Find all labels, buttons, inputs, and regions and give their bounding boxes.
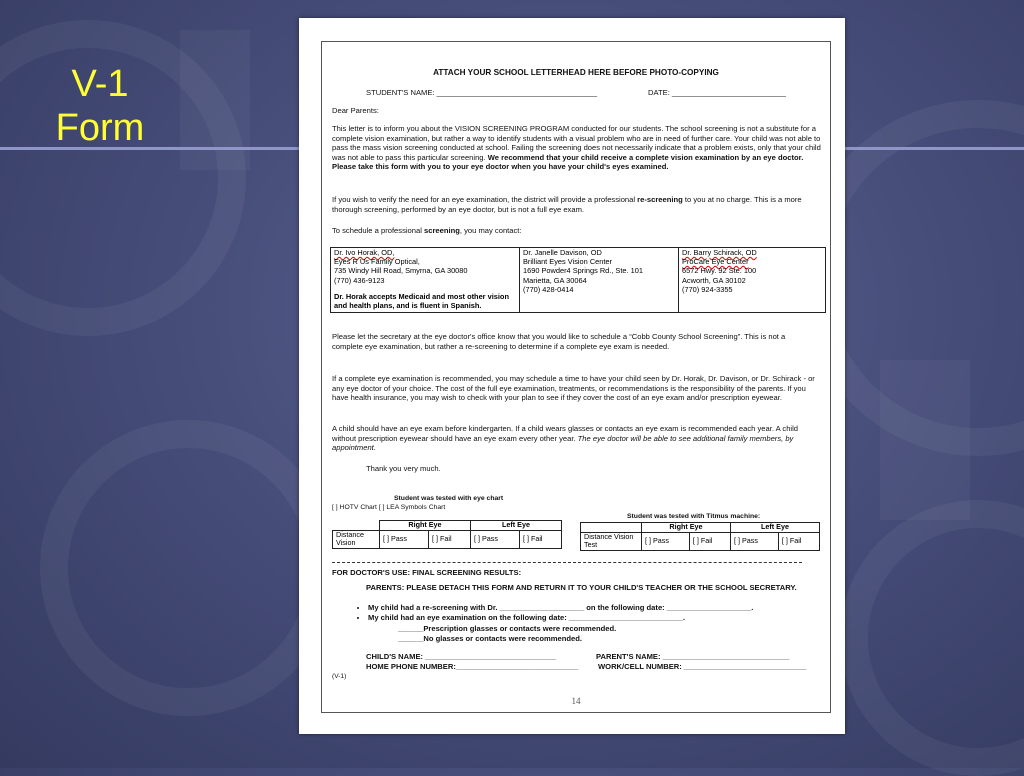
- right-pass-checkbox[interactable]: [ ] Pass: [380, 530, 429, 548]
- doctor-use-heading: FOR DOCTOR'S USE: FINAL SCREENING RESULTS:: [332, 568, 522, 577]
- doctor-name: Dr. Janelle Davison, OD: [523, 248, 602, 257]
- contact-intro-end: , you may contact:: [459, 226, 522, 235]
- eye-chart-title: Student was tested with eye chart: [394, 495, 504, 502]
- results-list: [356, 603, 826, 622]
- exam-cost-paragraph: If a complete eye examination is recommended, you may schedule a time to have your child seen by Dr. Horak, Dr. Davison, or Dr. Schirack - or any eye doctor of your choice. The cost of the full eye examination, treatments, or recommendations is the responsibility of the parents. If you have health insurance, you may wish to check with your plan to see if they cover the cost of an eye exam and/or prescription eyewear.: [332, 374, 815, 403]
- doctor-address: 735 Windy Hill Road, Smyrna, GA 30080: [334, 266, 468, 276]
- exam-frequency-paragraph: [332, 424, 824, 453]
- exam-frequency-text: A child should have an eye exam before kindergarten. If a child wears glasses or contacts an eye exam is recommended each year. A child without prescription eyewear should have an eye exam every other year.: [332, 424, 799, 443]
- right-fail-checkbox[interactable]: [ ] Fail: [689, 532, 730, 550]
- date-field: DATE: ___________________________: [648, 88, 786, 97]
- eye-chart-results-table: [332, 520, 562, 549]
- work-phone-field: WORK/CELL NUMBER: _____________________________: [598, 662, 807, 671]
- distance-vision-test-label: Distance Vision Test: [581, 532, 642, 550]
- background-circle-bottom-right: [840, 500, 1024, 776]
- doctor-name: Dr. Barry Schirack, OD: [682, 248, 757, 257]
- page-number: 14: [571, 696, 581, 706]
- left-eye-header: Left Eye: [730, 523, 819, 533]
- slide-title-line: Form: [55, 107, 145, 149]
- titmus-title: Student was tested with Titmus machine:: [627, 513, 761, 520]
- student-name-field: STUDENT'S NAME: ______________________________________: [366, 88, 598, 97]
- doctor-practice: Brilliant Eyes Vision Center: [523, 257, 613, 267]
- form-frame: [321, 41, 831, 713]
- rescreening-result-item: • My child had a re-screening with Dr. ____________________ on the following date: ____________________.: [368, 603, 826, 613]
- intro-paragraph: [332, 124, 822, 172]
- titmus-results-table: [580, 522, 820, 551]
- recommendation-text: We recommend that your child receive a complete vision examination by an eye doctor. Please take this form with you to your eye doctor when you have your child's eyes examined.: [332, 152, 804, 172]
- right-eye-header: Right Eye: [642, 523, 731, 533]
- slide-title: [40, 62, 160, 150]
- right-fail-checkbox[interactable]: [ ] Fail: [428, 530, 470, 548]
- no-prescription-line: ______No glasses or contacts were recommended.: [398, 634, 583, 643]
- contact-intro: [332, 226, 522, 236]
- left-pass-checkbox[interactable]: [ ] Pass: [470, 530, 519, 548]
- letterhead-note: ATTACH YOUR SCHOOL LETTERHEAD HERE BEFORE PHOTO-COPYING: [433, 68, 719, 77]
- parent-name-field: PARENT'S NAME: ______________________________: [596, 652, 790, 661]
- left-eye-header: Left Eye: [470, 521, 561, 531]
- doctor-contact-cell: [331, 248, 520, 313]
- scheduling-paragraph: Please let the secretary at the eye doctor's office know that you would like to schedule a “Cobb County School Screening”. This is not a complete eye examination, but rather a re-screening to determine if a complete eye exam is needed.: [332, 332, 786, 351]
- doctor-phone: (770) 436-9123: [334, 275, 385, 285]
- doctor-contact-cell: [679, 248, 826, 313]
- doctor-address: 1690 Powder4 Springs Rd., Ste. 101: [523, 266, 643, 276]
- left-fail-checkbox[interactable]: [ ] Fail: [519, 530, 561, 548]
- empty-header-cell: [333, 521, 380, 531]
- document-page: [299, 18, 845, 734]
- doctor-contacts-table: [330, 247, 826, 313]
- doctor-practice: ProCare Eye Center: [682, 257, 749, 267]
- detach-instructions: PARENTS: PLEASE DETACH THIS FORM AND RETURN IT TO YOUR CHILD'S TEACHER OR THE SCHOOL SECRETARY.: [366, 583, 797, 592]
- doctor-practice: Eyes R Us Family Optical,: [334, 257, 420, 267]
- form-code: (V-1): [332, 673, 347, 680]
- doctor-phone: (770) 924-3355: [682, 284, 733, 294]
- background-circle-bottom-left: [40, 420, 336, 716]
- doctor-address: 6572 Hwy. 92 Ste. 100: [682, 266, 757, 276]
- rescreening-text-end: to you at no charge. This is a more thorough screening, performed by an eye doctor, but is not a full eye exam.: [332, 195, 802, 214]
- left-fail-checkbox[interactable]: [ ] Fail: [778, 532, 819, 550]
- right-pass-checkbox[interactable]: [ ] Pass: [642, 532, 690, 550]
- slide-title-line: V-1: [71, 63, 129, 105]
- results-checklist: [356, 603, 826, 622]
- home-phone-field: HOME PHONE NUMBER:_____________________________: [366, 662, 579, 671]
- doctor-name: Dr. Ivo Horak, OD,: [334, 248, 395, 257]
- detach-line: [332, 562, 802, 563]
- contact-intro-bold: screening: [424, 226, 460, 235]
- contact-intro-text: To schedule a professional: [332, 226, 425, 235]
- right-eye-header: Right Eye: [380, 521, 471, 531]
- prescription-recommended-line: ______Prescription glasses or contacts were recommended.: [398, 624, 617, 633]
- child-name-field: CHILD'S NAME: _______________________________: [366, 652, 557, 661]
- salutation: Dear Parents:: [332, 106, 379, 115]
- doctor-city: Acworth, GA 30102: [682, 275, 746, 285]
- background-shape: [880, 360, 970, 520]
- rescreening-paragraph: [332, 195, 822, 214]
- empty-header-cell: [581, 523, 642, 533]
- doctor-note: Dr. Horak accepts Medicaid and most other vision and health plans, and is fluent in Spanish.: [334, 291, 509, 311]
- chart-options: [ ] HOTV Chart [ ] LEA Symbols Chart: [332, 504, 446, 511]
- doctor-city: Marietta, GA 30064: [523, 275, 587, 285]
- thank-you: Thank you very much.: [366, 464, 441, 473]
- doctor-phone: (770) 428-0414: [523, 284, 574, 294]
- rescreening-bold: re-screening: [637, 195, 683, 204]
- left-pass-checkbox[interactable]: [ ] Pass: [730, 532, 778, 550]
- rescreening-text: If you wish to verify the need for an eye examination, the district will provide a professional: [332, 195, 638, 204]
- intro-text: This letter is to inform you about the VISION SCREENING PROGRAM conducted for our students. The school screening is not a substitute for a complete vision examination, but rather a way to identify students with a visual problem who are in need of further care. Your child was not able to pass the mass vision screening conducted at school. Failing the screening does not necessarily indicate that a problem exists, only that your child was not able to pass this particular screening.: [332, 124, 821, 162]
- exam-result-item: • My child had an eye examination on the following date: ___________________________.: [368, 613, 826, 623]
- distance-vision-label: Distance Vision: [333, 530, 380, 548]
- family-note: The eye doctor will be able to see additional family members, by appointment.: [332, 433, 794, 453]
- doctor-contact-cell: [520, 248, 679, 313]
